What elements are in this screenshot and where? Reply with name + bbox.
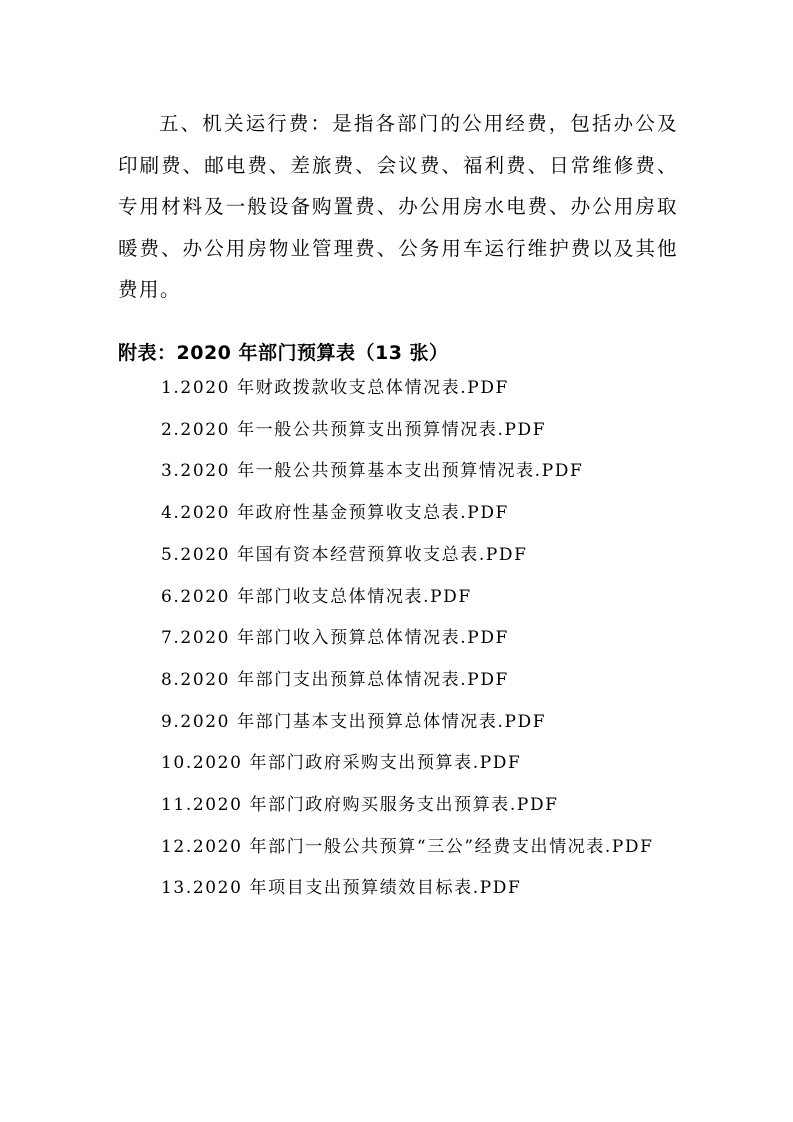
appendix-file-item-2: 2.2020 年一般公共预算支出预算情况表.PDF [161, 419, 547, 440]
appendix-file-item-4: 4.2020 年政府性基金预算收支总表.PDF [161, 503, 509, 524]
appendix-file-item-7: 7.2020 年部门收入预算总体情况表.PDF [161, 628, 509, 649]
appendix-file-item-10: 10.2020 年部门政府采购支出预算表.PDF [161, 753, 522, 774]
appendix-file-item-3: 3.2020 年一般公共预算基本支出预算情况表.PDF [161, 461, 584, 482]
appendix-file-item-6: 6.2020 年部门收支总体情况表.PDF [161, 586, 472, 607]
appendix-file-list [118, 368, 678, 910]
appendix-heading: 附表：2020 年部门预算表（13 张） [118, 342, 449, 364]
appendix-file-item-1: 1.2020 年财政拨款收支总体情况表.PDF [161, 378, 509, 398]
appendix-file-item-5: 5.2020 年国有资本经营预算收支总表.PDF [161, 544, 528, 565]
appendix-file-item-13: 13.2020 年项目支出预算绩效目标表.PDF [161, 878, 522, 899]
appendix-file-item-11: 11.2020 年部门政府购买服务支出预算表.PDF [161, 795, 559, 816]
operating-expenses-paragraph: 五、机关运行费：是指各部门的公用经费，包括办公及印刷费、邮电费、差旅费、会议费、福利费、日常维修费、专用材料及一般设备购置费、办公用房水电费、办公用房取暖费、办公用房物业管理费、公务用车运行维护费以及其他费用。 [118, 112, 678, 301]
appendix-file-item-8: 8.2020 年部门支出预算总体情况表.PDF [161, 669, 509, 690]
appendix-file-item-12: 12.2020 年部门一般公共预算“三公”经费支出情况表.PDF [161, 836, 654, 857]
appendix-file-item-9: 9.2020 年部门基本支出预算总体情况表.PDF [161, 711, 547, 732]
